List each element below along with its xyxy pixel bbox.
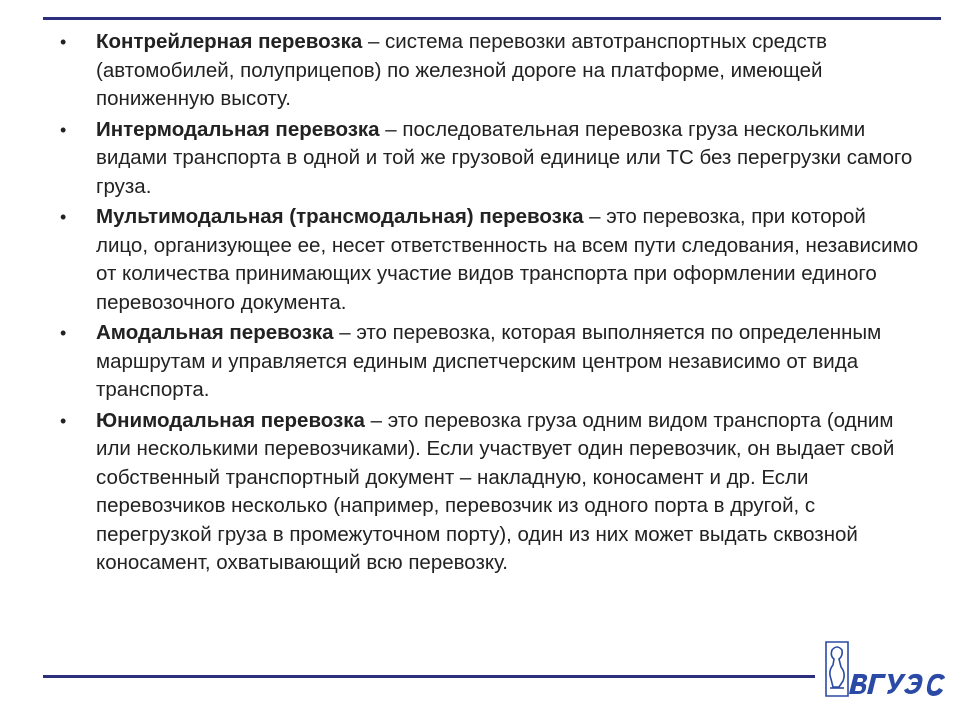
- bullet-icon: •: [60, 207, 67, 227]
- term-title: Контрейлерная перевозка: [96, 30, 363, 53]
- bottom-rule: [43, 675, 815, 678]
- slide-body: [60, 28, 920, 580]
- term-definition: – последовательная перевозка груза несколькими видами транспорта в одной и той же грузовой единице или ТС без перегрузки самого груза.: [96, 117, 913, 198]
- bullet-icon: •: [60, 119, 67, 140]
- term-definition: – это перевозка, которая выполняется по определенным маршрутам и управляется единым диспетчерским центром независимо от вида транспорта.: [96, 321, 882, 401]
- bullet-icon: •: [60, 323, 67, 343]
- term-title: Интермодальная перевозка: [96, 117, 380, 141]
- term-definition: – это перевозка, при которой лицо, организующее ее, несет ответственность на всем пути следования, независимо от количества принимающих участие видов транспорта при оформлении единого перевозочного документа.: [96, 205, 919, 314]
- list-item: [60, 203, 920, 317]
- term-definition: – система перевозки автотранспортных средств (автомобилей, полуприцепов) по железной дороге на платформе, имеющей пониженную высоту.: [96, 30, 828, 110]
- list-item: [60, 407, 920, 578]
- list-item: [60, 28, 920, 114]
- term-title: Мультимодальная (трансмодальная) перевозка: [96, 205, 584, 228]
- list-item: [60, 116, 920, 202]
- top-rule: [43, 17, 941, 20]
- university-logo-icon: [818, 636, 948, 706]
- bullet-icon: •: [60, 410, 67, 431]
- bullet-icon: •: [60, 32, 67, 52]
- term-title: Амодальная перевозка: [96, 321, 334, 344]
- term-title: Юнимодальная перевозка: [96, 408, 365, 432]
- list-item: [60, 319, 920, 405]
- term-definition: – это перевозка груза одним видом транспорта (одним или несколькими перевозчиками). Если участвует один перевозчик, он выдает свой собственный транспортный документ – накладную, коносамент и др. Если перевозчиков несколько (например, перевозчик из одного порта в другой, с перегрузкой груза в промежуточном порту), один из них может выдать сквозной коносамент, охватывающий всю перевозку.: [96, 408, 895, 574]
